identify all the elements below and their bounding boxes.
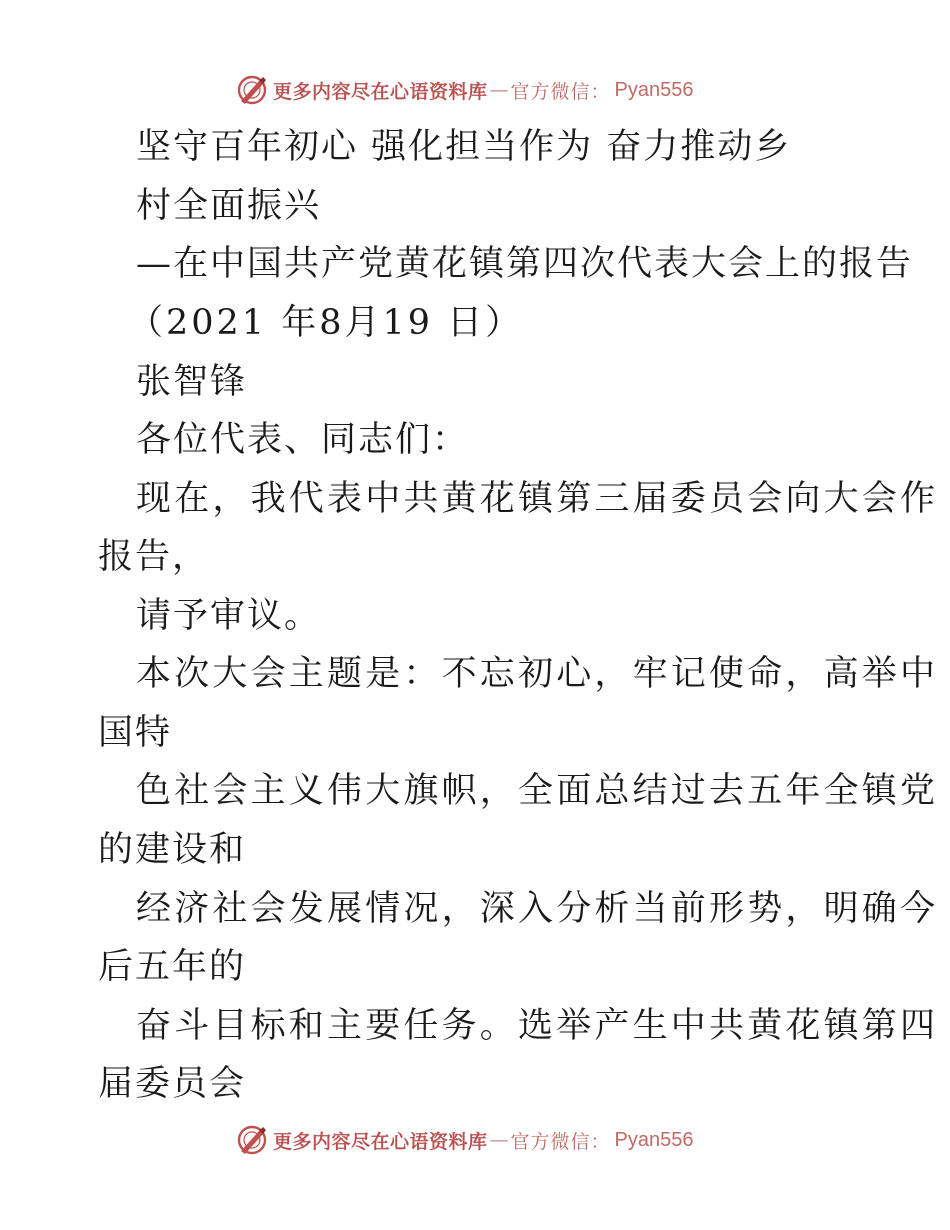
watermark-banner-bottom [235, 1122, 694, 1158]
document-date: （2021 年8月19 日） [128, 303, 524, 343]
paragraph-line: 经济社会发展情况，深入分析当前形势，明确今 [136, 889, 939, 929]
watermark-dash: — [489, 1129, 509, 1151]
watermark-text: 更多内容尽在心语资料库 [273, 1130, 488, 1153]
watermark-text: 更多内容尽在心语资料库 [273, 80, 488, 103]
pen-logo-icon [235, 73, 269, 107]
watermark-label: 官方微信： [510, 1130, 611, 1153]
paragraph-line: 报告， [98, 537, 210, 577]
watermark-wechat-id: Pyan556 [614, 78, 694, 101]
document-title-continued: 村全面振兴 [136, 186, 322, 226]
watermark-wechat-id: Pyan556 [614, 1128, 694, 1151]
paragraph-line: 届委员会 [98, 1064, 247, 1104]
watermark-banner-top [235, 72, 694, 108]
paragraph-line: 的建设和 [98, 830, 247, 870]
pen-logo-icon [235, 1123, 269, 1157]
paragraph-line: 本次大会主题是：不忘初心，牢记使命，高举中 [136, 654, 939, 694]
document-subtitle: —在中国共产党黄花镇第四次代表大会上的报告 [136, 244, 914, 284]
watermark-dash: — [489, 79, 509, 101]
document-author: 张智锋 [136, 362, 248, 402]
paragraph-line: 现在，我代表中共黄花镇第三届委员会向大会作 [136, 479, 939, 519]
paragraph-line: 后五年的 [98, 947, 247, 987]
paragraph-line: 色社会主义伟大旗帜，全面总结过去五年全镇党 [136, 771, 939, 811]
paragraph-line: 国特 [98, 713, 173, 753]
document-title: 坚守百年初心 强化担当作为 奋力推动乡 [136, 127, 792, 167]
paragraph-line: 奋斗目标和主要任务。选举产生中共黄花镇第四 [136, 1006, 939, 1046]
salutation: 各位代表、同志们： [136, 420, 470, 460]
paragraph-line: 请予审议。 [136, 596, 322, 636]
watermark-label: 官方微信： [510, 80, 611, 103]
